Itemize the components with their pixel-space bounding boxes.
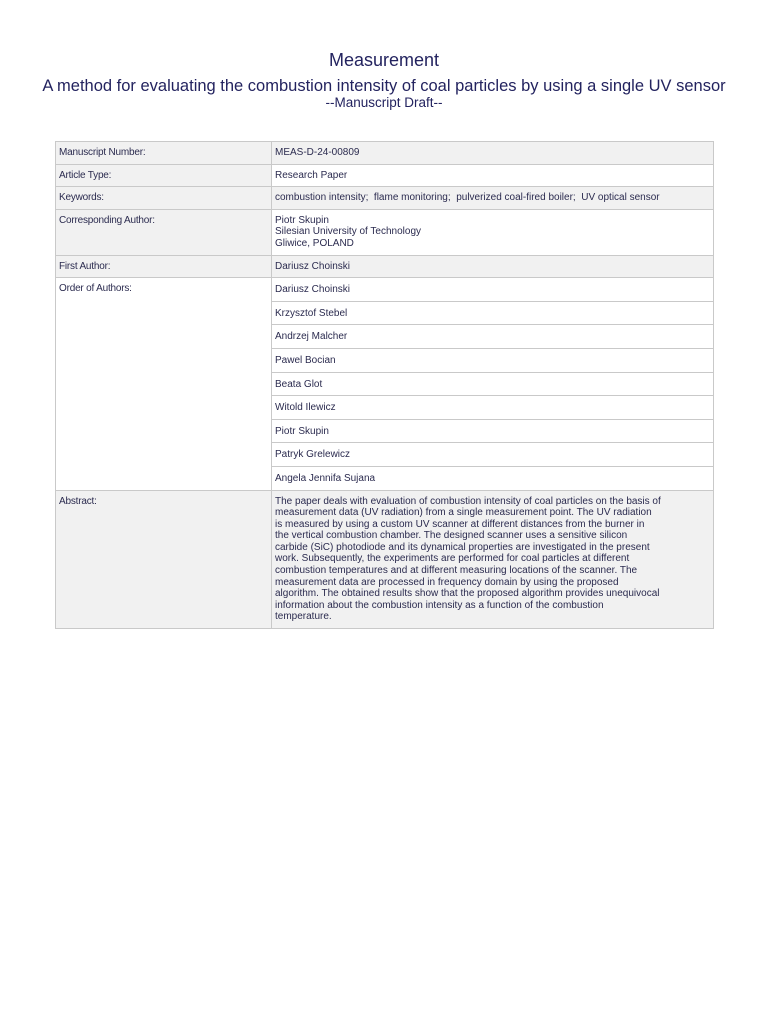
label-manuscript-number: Manuscript Number: [56,142,272,165]
abstract-line: is measured by using a custom UV scanner at different distances from the burner in [275,518,645,530]
value-abstract [272,490,714,629]
abstract-line: carbide (SiC) photodiode and its dynamical properties are investigated in the present [275,541,650,553]
row-first-author [56,255,714,278]
row-keywords [56,187,714,210]
author-item: Krzysztof Stebel [272,301,714,325]
row-corresponding-author [56,209,714,255]
row-article-type [56,164,714,187]
author-item: Angela Jennifa Sujana [272,466,714,490]
abstract-line: the vertical combustion chamber. The designed scanner uses a sensitive silicon [275,530,628,542]
abstract-line: measurement data are processed in frequency domain by using the proposed [275,576,619,588]
abstract-line: The paper deals with evaluation of combustion intensity of coal particles on the basis of [275,495,661,507]
manuscript-info-table [55,141,714,629]
document-header [0,50,768,111]
author-item: Pawel Bocian [272,348,714,372]
value-manuscript-number: MEAS-D-24-00809 [272,142,714,165]
author-item: Piotr Skupin [272,419,714,443]
row-manuscript-number [56,142,714,165]
row-abstract [56,490,714,629]
corresponding-author-name: Piotr Skupin [275,214,329,226]
author-item: Witold Ilewicz [272,396,714,420]
abstract-line: combustion temperatures and at different measuring locations of the scanner. The [275,565,638,577]
journal-name: Measurement [328,50,440,70]
manuscript-title: A method for evaluating the combustion intensity of coal particles by using a single UV sensor [42,77,726,95]
label-keywords: Keywords: [56,187,272,210]
abstract-line: temperature. [275,611,332,623]
abstract-line: information about the combustion intensity as a function of the combustion [275,599,604,611]
label-first-author: First Author: [56,255,272,278]
abstract-line: work. Subsequently, the experiments are performed for coal particles at different [275,553,630,565]
manuscript-draft-label: --Manuscript Draft-- [325,95,443,110]
author-item: Beata Glot [272,372,714,396]
label-article-type: Article Type: [56,164,272,187]
value-first-author: Dariusz Choinski [272,255,714,278]
author-item: Dariusz Choinski [272,278,714,302]
author-item: Patryk Grelewicz [272,443,714,467]
value-article-type: Research Paper [272,164,714,187]
abstract-line: measurement data (UV radiation) from a single measurement point. The UV radiation [275,507,652,519]
label-abstract: Abstract: [56,490,272,629]
abstract-line: algorithm. The obtained results show that the proposed algorithm provides unequivocal [275,588,660,600]
corresponding-author-institution: Silesian University of Technology [275,226,422,238]
corresponding-author-location: Gliwice, POLAND [275,237,354,249]
author-item: Andrzej Malcher [272,325,714,349]
row-order-of-authors [56,278,714,302]
label-corresponding-author: Corresponding Author: [56,209,272,255]
value-keywords: combustion intensity; flame monitoring; pulverized coal-fired boiler; UV optical sensor [272,187,714,210]
value-corresponding-author [272,209,714,255]
label-order-of-authors: Order of Authors: [56,278,272,490]
